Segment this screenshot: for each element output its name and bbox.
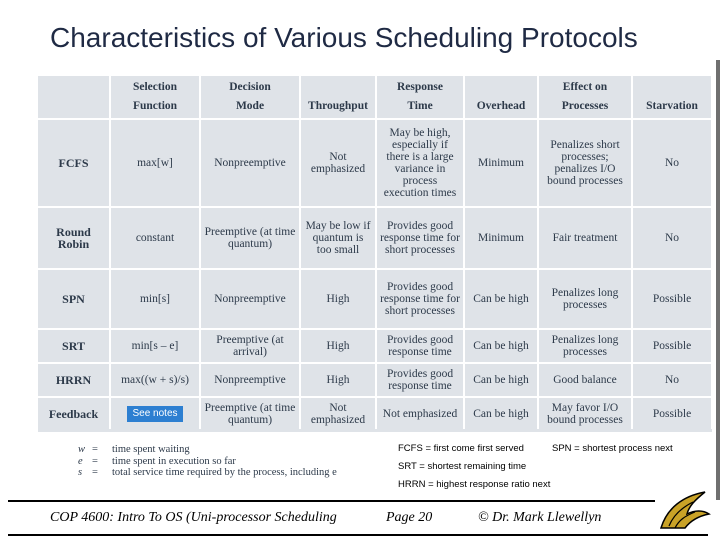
abbr-srt: SRT = shortest remaining time	[398, 461, 527, 472]
table-cell: Provides good response time for short processes	[376, 207, 464, 269]
table-cell: Not emphasized	[300, 119, 376, 207]
table-cell: No	[632, 207, 712, 269]
table-cell: Penalizes long processes	[538, 269, 632, 329]
see-notes-button[interactable]: See notes	[127, 406, 182, 422]
table-cell: max((w + s)/s)	[110, 363, 200, 397]
table-cell: Possible	[632, 329, 712, 363]
table-cell: HRRN	[38, 363, 110, 397]
legend-item: e = time spent in execution so far	[78, 455, 236, 467]
legend-item: s = total service time required by the process, including e	[78, 467, 337, 478]
abbr-hrrn: HRRN = highest response ratio next	[398, 479, 551, 490]
table-row-feedback	[38, 397, 712, 429]
table-cell: FCFS	[38, 119, 110, 207]
table-cell: Preemptive (at time quantum)	[200, 397, 300, 429]
table-cell: Possible	[632, 397, 712, 429]
table-cell: No	[632, 363, 712, 397]
table-cell: Can be high	[464, 363, 538, 397]
table-cell: Can be high	[464, 329, 538, 363]
variable-legend	[78, 444, 337, 479]
table-row-srt	[38, 329, 712, 363]
table-cell: May favor I/O bound processes	[538, 397, 632, 429]
table-cell: Minimum	[464, 119, 538, 207]
table-cell: Penalizes long processes	[538, 329, 632, 363]
table-cell: Not emphasized	[300, 397, 376, 429]
header-cell-overhead: Overhead	[464, 76, 538, 119]
table-cell: Preemptive (at arrival)	[200, 329, 300, 363]
abbr-fcfs: FCFS = first come first served	[398, 443, 524, 454]
table-cell: Nonpreemptive	[200, 363, 300, 397]
table-cell: Nonpreemptive	[200, 269, 300, 329]
header-cell-starvation: Starvation	[632, 76, 712, 119]
table-cell: Can be high	[464, 269, 538, 329]
table-row-round-robin	[38, 207, 712, 269]
slide-footer	[8, 500, 708, 536]
table-row-hrrn	[38, 363, 712, 397]
table-cell: Good balance	[538, 363, 632, 397]
header-cell-effect-on-processes: Effect on Processes	[538, 76, 632, 119]
table-row-spn	[38, 269, 712, 329]
scheduling-table	[38, 76, 713, 429]
ucf-pegasus-logo-icon	[655, 488, 713, 534]
table-cell: Fair treatment	[538, 207, 632, 269]
table-cell: min[s]	[110, 269, 200, 329]
header-cell-process	[38, 76, 110, 119]
table-cell: Provides good response time	[376, 329, 464, 363]
table-cell	[110, 397, 200, 429]
table-cell: max[w]	[110, 119, 200, 207]
table-cell: Penalizes short processes; penalizes I/O bound processes	[538, 119, 632, 207]
table-cell: Minimum	[464, 207, 538, 269]
right-edge-bar	[716, 60, 720, 500]
abbr-spn: SPN = shortest process next	[552, 443, 673, 454]
table-cell: Possible	[632, 269, 712, 329]
footer-course: COP 4600: Intro To OS (Uni-processor Scheduling	[50, 510, 337, 525]
table-cell: Provides good response time	[376, 363, 464, 397]
footer-page: Page 20	[386, 510, 433, 525]
table-cell: High	[300, 363, 376, 397]
table-cell: May be low if quantum is too small	[300, 207, 376, 269]
scheduling-table-panel	[38, 76, 712, 432]
table-cell: min[s – e]	[110, 329, 200, 363]
table-cell: Nonpreemptive	[200, 119, 300, 207]
table-cell: Preemptive (at time quantum)	[200, 207, 300, 269]
table-cell: SRT	[38, 329, 110, 363]
table-cell: No	[632, 119, 712, 207]
header-cell-throughput: Throughput	[300, 76, 376, 119]
header-cell-selection-function: Selection Function	[110, 76, 200, 119]
table-row-fcfs	[38, 119, 712, 207]
table-cell: Feedback	[38, 397, 110, 429]
table-cell: Can be high	[464, 397, 538, 429]
table-header-row	[38, 76, 712, 119]
slide-title: Characteristics of Various Scheduling Protocols	[50, 22, 638, 53]
table-cell: SPN	[38, 269, 110, 329]
table-cell: May be high, especially if there is a large variance in process execution times	[376, 119, 464, 207]
table-cell: Round Robin	[38, 207, 110, 269]
legend-item: w = time spent waiting	[78, 444, 190, 455]
table-cell: constant	[110, 207, 200, 269]
table-cell: Provides good response time for short processes	[376, 269, 464, 329]
footer-author: © Dr. Mark Llewellyn	[478, 510, 602, 525]
table-cell: High	[300, 329, 376, 363]
header-cell-decision-mode: Decision Mode	[200, 76, 300, 119]
header-cell-response-time: Response Time	[376, 76, 464, 119]
table-cell: Not emphasized	[376, 397, 464, 429]
table-cell: High	[300, 269, 376, 329]
